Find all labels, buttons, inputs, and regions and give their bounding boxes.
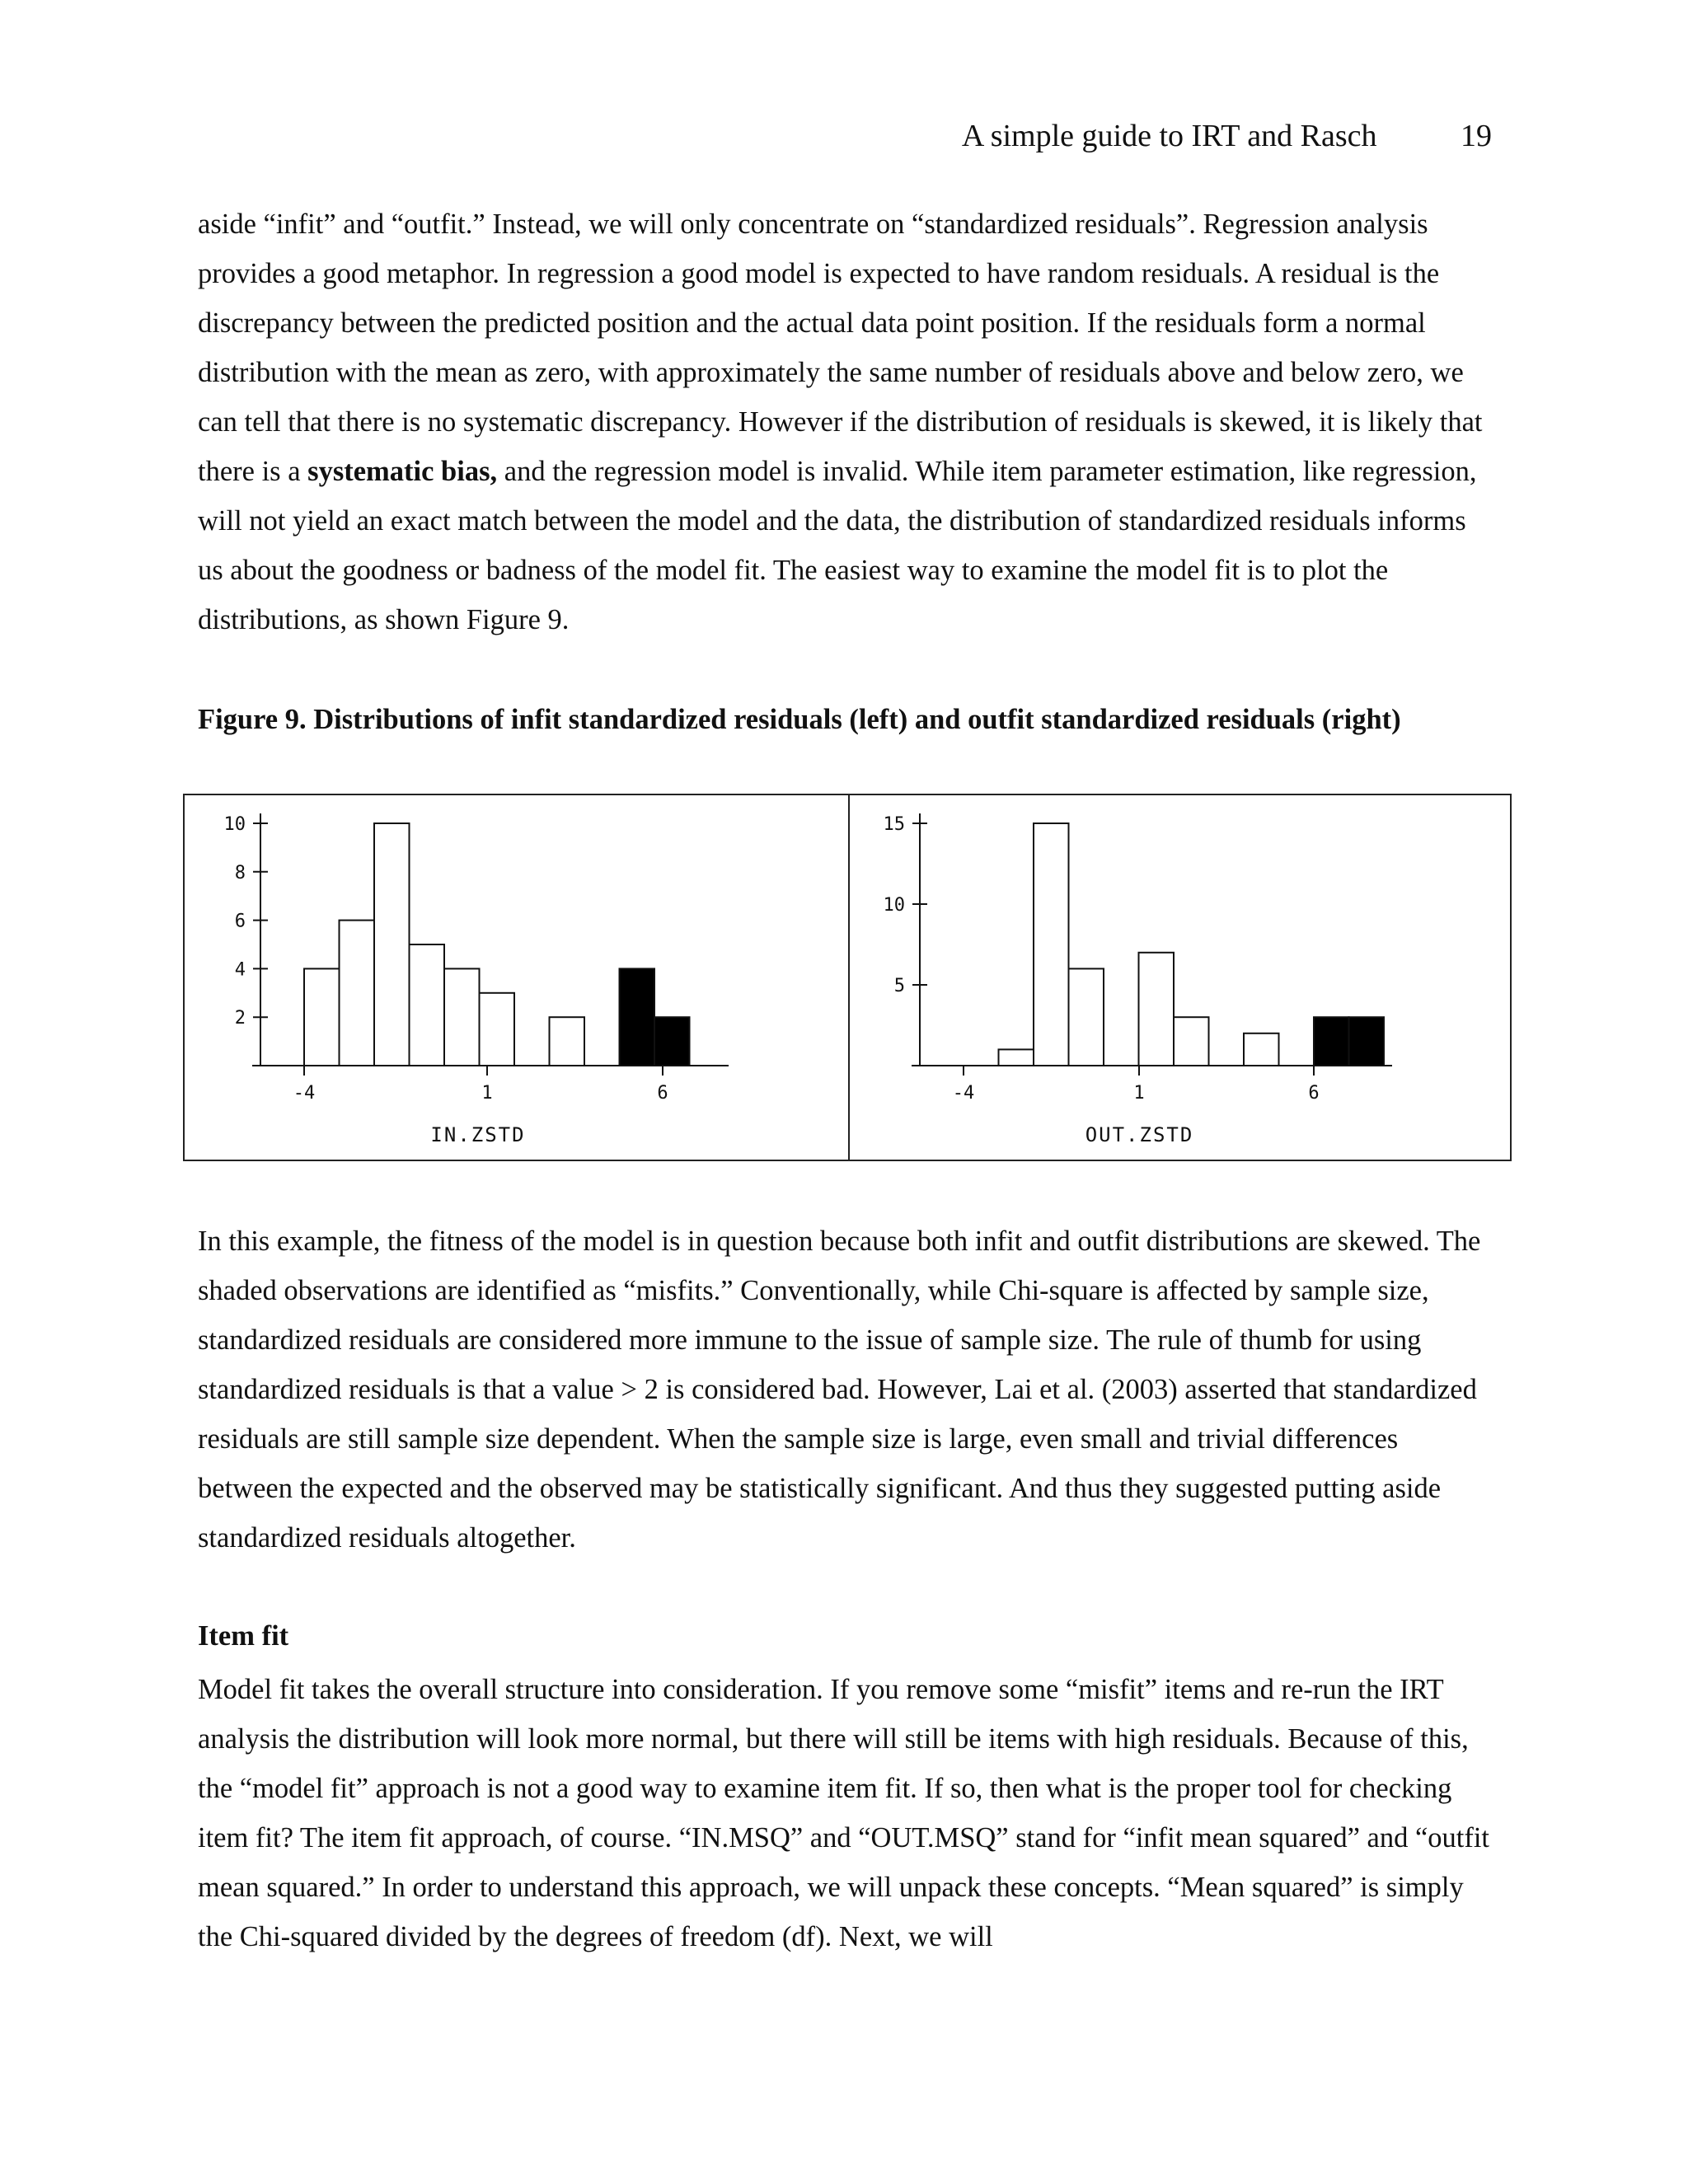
paragraph1-bold-term: systematic bias, [307, 456, 498, 487]
infit-x-tick-label: 1 [481, 1083, 493, 1104]
page-header [940, 115, 1492, 157]
infit-axis-title: IN.ZSTD [430, 1123, 526, 1146]
outfit-histogram-bar [1069, 968, 1104, 1066]
outfit-x-tick-label: -4 [952, 1083, 975, 1104]
figure-9 [183, 794, 1512, 1161]
infit-histogram-bar [410, 944, 445, 1066]
infit-histogram-bar [340, 921, 375, 1066]
outfit-y-tick-label: 5 [893, 976, 905, 996]
infit-y-tick-label: 8 [234, 862, 246, 883]
paragraph1-text-a: aside “infit” and “outfit.” Instead, we will only concentrate on “standardized residuals”. Regression analysis provides a good metaphor. In regression a good model is expected to have random residuals. A residual is the discrepancy between the predicted position and the actual data point position. If the residuals form a normal distribution with the mean as zero, with approximately the same number of residuals above and below zero, we can tell that there is no systematic discrepancy. However if the distribution of residuals is skewed, it is likely that there is a [198, 209, 1483, 487]
infit-y-tick-label: 2 [234, 1008, 246, 1029]
outfit-histogram-bar [1174, 1017, 1209, 1066]
running-title: A simple guide to IRT and Rasch [961, 119, 1377, 153]
infit-histogram-bar [304, 968, 340, 1066]
outfit-histogram-bar-misfit [1349, 1017, 1385, 1066]
infit-y-tick-label: 10 [223, 814, 246, 835]
infit-histogram-bar [444, 968, 480, 1066]
paragraph-misfits: In this example, the fitness of the model is in question because both infit and outfit distributions are skewed. The shaded observations are identified as “misfits.” Conventionally, while Chi-square is affected by sample size, standardized residuals are considered more immune to the issue of sample size. The rule of thumb for using standardized residuals is that a value > 2 is considered bad. However, Lai et al. (2003) asserted that standardized residuals are still sample size dependent. When the sample size is large, even small and trivial differences between the expected and the observed may be statistically significant. And thus they suggested putting aside standardized residuals altogether. [198, 1226, 1481, 1554]
outfit-y-tick-label: 10 [883, 895, 905, 916]
infit-histogram-bar [374, 823, 410, 1066]
infit-histogram-bar [480, 993, 515, 1066]
paragraph-standardized-residuals [198, 199, 1496, 644]
figure-caption: Figure 9. Distributions of infit standardized residuals (left) and outfit standardized residuals (right) [198, 704, 1401, 735]
infit-histogram-bar [550, 1017, 585, 1066]
infit-y-tick-label: 4 [234, 959, 246, 981]
infit-x-tick-label: 6 [657, 1083, 668, 1104]
outfit-histogram-bar-misfit [1314, 1017, 1349, 1066]
section-heading-item-fit: Item fit [198, 1620, 289, 1652]
outfit-x-tick-label: 6 [1308, 1083, 1320, 1104]
histogram-canvas [185, 795, 1510, 1160]
outfit-histogram-bar [999, 1049, 1034, 1066]
paragraph1-text-b: and the regression model is invalid. While item parameter estimation, like regression, will not yield an exact match between the model and the data, the distribution of standardized residuals informs us about the goodness or badness of the model fit. The easiest way to examine the model fit is to plot the distributions, as shown Figure 9. [198, 456, 1477, 635]
infit-y-tick-label: 6 [234, 911, 246, 932]
outfit-histogram-bar [1139, 953, 1175, 1066]
outfit-x-tick-label: 1 [1133, 1083, 1145, 1104]
outfit-histogram-bar [1034, 823, 1069, 1066]
page-number: 19 [1461, 119, 1492, 153]
outfit-axis-title: OUT.ZSTD [1085, 1123, 1194, 1146]
infit-histogram-bar-misfit [620, 968, 655, 1066]
infit-histogram-bar-misfit [654, 1017, 690, 1066]
outfit-histogram-bar [1244, 1033, 1279, 1066]
infit-x-tick-label: -4 [293, 1083, 316, 1104]
paragraph-item-fit: Model fit takes the overall structure into consideration. If you remove some “misfit” items and re-run the IRT analysis the distribution will look more normal, but there will still be items with high residuals. Because of this, the “model fit” approach is not a good way to examine item fit. If so, then what is the proper tool for checking item fit? The item fit approach, of course. “IN.MSQ” and “OUT.MSQ” stand for “infit mean squared” and “outfit mean squared.” In order to understand this approach, we will unpack these concepts. “Mean squared” is simply the Chi-squared divided by the degrees of freedom (df). Next, we will [198, 1674, 1490, 1952]
outfit-y-tick-label: 15 [883, 814, 905, 835]
